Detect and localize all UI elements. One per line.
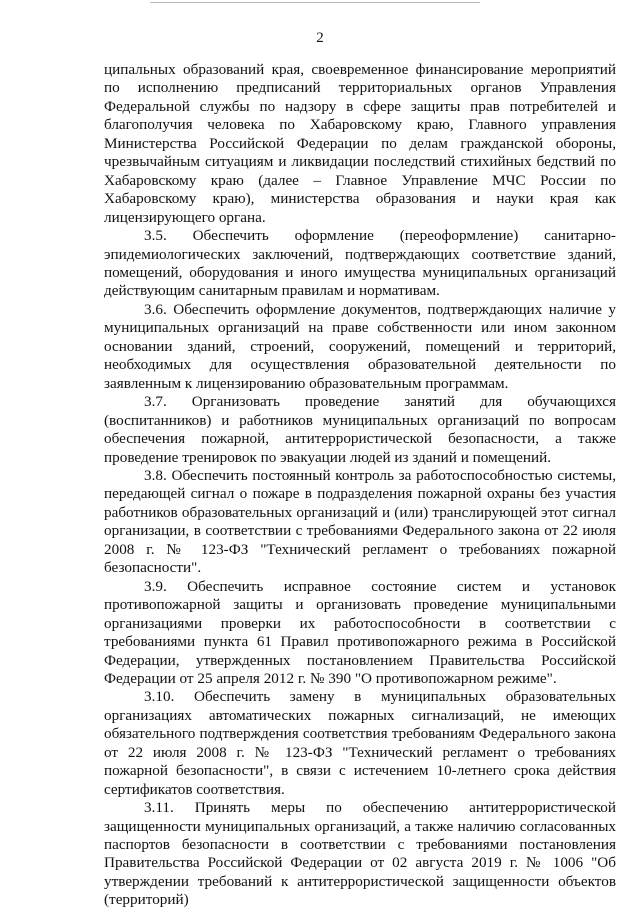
paragraph-3-11: 3.11. Принять меры по обеспечению антитеррористической защищенности муниципальных организаций, а также наличию согласованных паспортов безопасности в соответствии с требованиями постановления Правительства Российской Федерации от 02 августа 2019 г. № 1006 "Об утверждении требований к антитеррористической защищенности объектов (территорий) [104,799,616,909]
paragraph-3-5: 3.5. Обеспечить оформление (переоформление) санитарно-эпидемиологических заключений, подтверждающих соответствие зданий, помещений, оборудования и иного имущества муниципальных организаций действующим санитарным правилам и нормативам. [104,227,616,300]
scan-edge-line [150,2,480,3]
document-body [104,61,616,910]
paragraph-3-7: 3.7. Организовать проведение занятий для обучающихся (воспитанников) и работников муниципальных организаций по вопросам обеспечения пожарной, антитеррористической безопасности, а также проведение тренировок по эвакуации людей из зданий и помещений. [104,393,616,466]
paragraph-3-6: 3.6. Обеспечить оформление документов, подтверждающих наличие у муниципальных организаций на праве собственности или ином законном основании зданий, строений, сооружений, помещений и территорий, необходимых для осуществления образовательной деятельности по заявленным к лицензированию образовательным программам. [104,300,616,392]
paragraph-continuation: ципальных образований края, своевременное финансирование мероприятий по исполнению предписаний территориальных органов Управления Федеральной службы по надзору в сфере защиты прав потребителей и благополучия человека по Хабаровскому краю, Главного управления Министерства Российской Федерации по делам гражданской обороны, чрезвычайным ситуациям и ликвидации последствий стихийных бедствий по Хабаровскому краю (далее – Главное Управление МЧС России по Хабаровскому краю), министерства образования и науки края как лицензирующего органа. [104,61,616,226]
page-number: 2 [316,30,324,46]
paragraph-3-8: 3.8. Обеспечить постоянный контроль за работоспособностью системы, передающей сигнал о пожаре в подразделения пожарной охраны без участия работников образовательных организаций и (или) транслирующей этот сигнал организации, в соответствии с требованиями Федерального закона от 22 июля 2008 г. № 123-ФЗ "Технический регламент о требованиях пожарной безопасности". [104,466,616,577]
paragraph-3-10: 3.10. Обеспечить замену в муниципальных образовательных организациях автоматических пожарных сигнализаций, не имеющих обязательного подтверждения соответствия требованиям Федерального закона от 22 июля 2008 г. № 123-ФЗ "Технический регламент о требованиях пожарной безопасности", в связи с истечением 10-летнего срока действия сертификатов соответствия. [104,688,616,798]
paragraph-3-9: 3.9. Обеспечить исправное состояние систем и установок противопожарной защиты и организовать проведение муниципальными организациями проверки их работоспособности в соответствии с требованиями пункта 61 Правил противопожарного режима в Российской Федерации, утвержденных постановлением Правительства Российской Федерации от 25 апреля 2012 г. № 390 "О противопожарном режиме". [104,577,616,687]
